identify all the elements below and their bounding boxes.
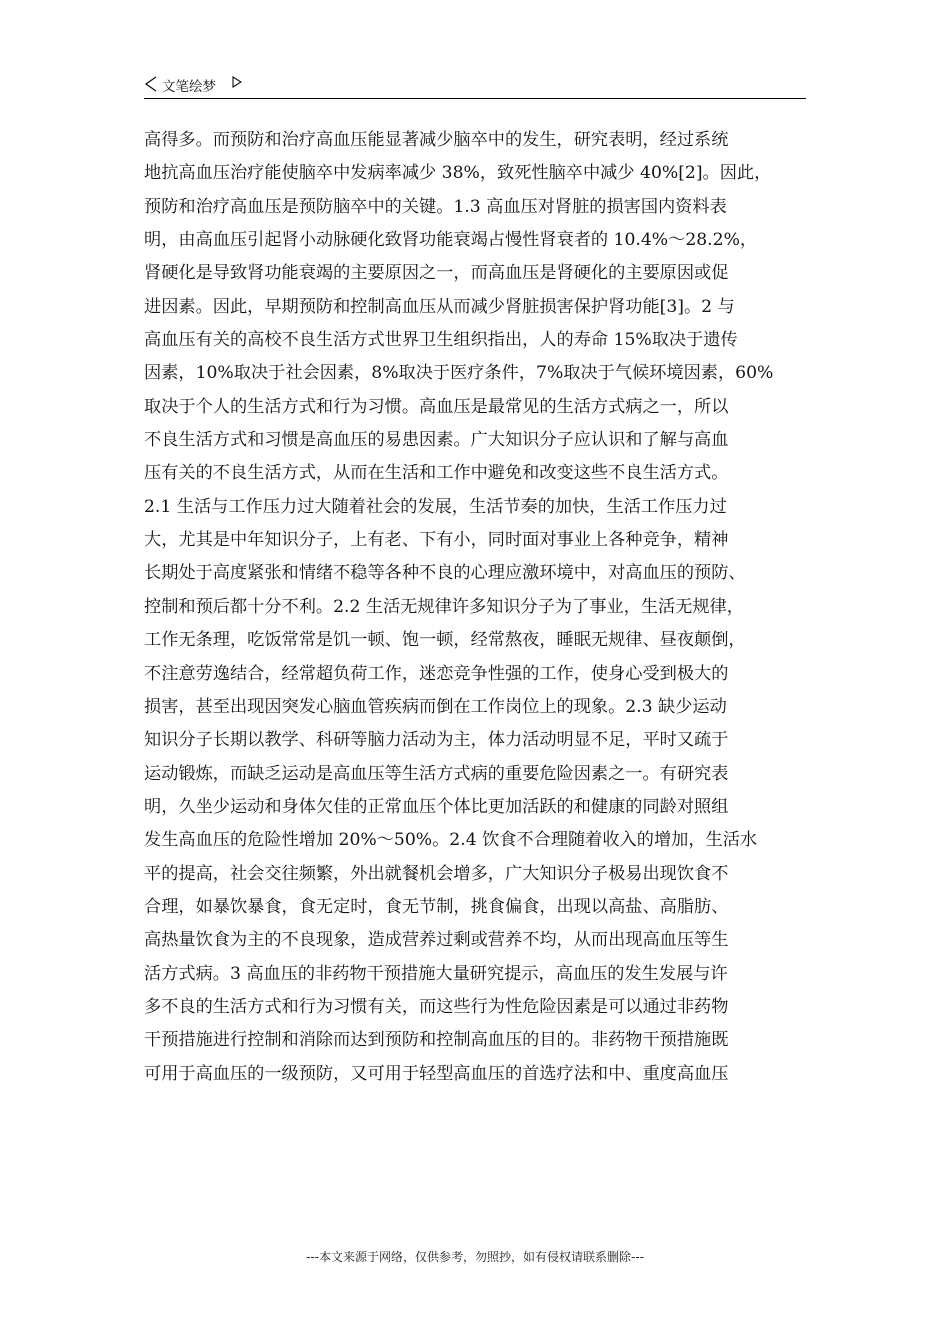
text-line: 预防和治疗高血压是预防脑卒中的关键。1.3 高血压对肾脏的损害国内资料表 (144, 196, 727, 217)
page-header (144, 74, 806, 99)
text-line: 发生高血压的危险性增加 20%～50%。2.4 饮食不合理随着收入的增加，生活水 (144, 830, 758, 851)
triangle-right-outline-icon (232, 76, 242, 88)
text-line: 肾硬化是导致肾功能衰竭的主要原因之一，而高血压是肾硬化的主要原因或促 (144, 263, 729, 284)
text-line: 可用于高血压的一级预防，又可用于轻型高血压的首选疗法和中、重度高血压 (144, 1063, 729, 1084)
triangle-left-outline-icon (144, 76, 158, 92)
text-line: 明，久坐少运动和身体欠佳的正常血压个体比更加活跃的和健康的同龄对照组 (144, 796, 729, 817)
body-text (144, 124, 824, 1091)
text-line: 因素，10%取决于社会因素，8%取决于医疗条件，7%取决于气候环境因素，60% (144, 363, 774, 384)
text-line: 明，由高血压引起肾小动脉硬化致肾功能衰竭占慢性肾衰者的 10.4%～28.2%， (144, 230, 758, 251)
text-line: 2.1 生活与工作压力过大随着社会的发展，生活节奏的加快，生活工作压力过 (144, 496, 727, 517)
text-line: 高血压有关的高校不良生活方式世界卫生组织指出，人的寿命 15%取决于遗传 (144, 330, 738, 351)
header-title: 文笔绘梦 (162, 79, 216, 95)
text-line: 工作无条理，吃饭常常是饥一顿、饱一顿，经常熬夜，睡眠无规律、昼夜颠倒， (144, 630, 746, 651)
text-line: 高热量饮食为主的不良现象，造成营养过剩或营养不均，从而出现高血压等生 (144, 930, 729, 951)
text-line: 合理，如暴饮暴食，食无定时，食无节制，挑食偏食，出现以高盐、高脂肪、 (144, 896, 729, 917)
text-line: 压有关的不良生活方式，从而在生活和工作中避免和改变这些不良生活方式。 (144, 463, 729, 484)
text-line: 损害，甚至出现因突发心脑血管疾病而倒在工作岗位上的现象。2.3 缺少运动 (144, 696, 727, 717)
text-line: 高得多。而预防和治疗高血压能显著减少脑卒中的发生，研究表明，经过系统 (144, 130, 729, 150)
text-line: 大，尤其是中年知识分子，上有老、下有小，同时面对事业上各种竞争，精神 (144, 530, 729, 551)
text-line: 运动锻炼，而缺乏运动是高血压等生活方式病的重要危险因素之一。有研究表 (144, 763, 729, 784)
text-line: 取决于个人的生活方式和行为习惯。高血压是最常见的生活方式病之一，所以 (144, 396, 729, 417)
text-line: 控制和预后都十分不利。2.2 生活无规律许多知识分子为了事业，生活无规律， (144, 596, 744, 617)
text-line: 多不良的生活方式和行为习惯有关，而这些行为性危险因素是可以通过非药物 (144, 996, 729, 1017)
text-line: 知识分子长期以教学、科研等脑力活动为主，体力活动明显不足，平时又疏于 (144, 730, 729, 751)
text-line: 不良生活方式和习惯是高血压的易患因素。广大知识分子应认识和了解与高血 (144, 430, 729, 451)
text-line: 平的提高，社会交往频繁，外出就餐机会增多，广大知识分子极易出现饮食不 (144, 863, 729, 884)
text-line: 长期处于高度紧张和情绪不稳等各种不良的心理应激环境中，对高血压的预防、 (144, 563, 746, 584)
disclaimer-footer: ---本文来源于网络，仅供参考，勿照抄，如有侵权请联系删除--- (306, 1250, 644, 1264)
text-line: 活方式病。3 高血压的非药物干预措施大量研究提示，高血压的发生发展与许 (144, 963, 728, 984)
text-line: 不注意劳逸结合，经常超负荷工作，迷恋竞争性强的工作，使身心受到极大的 (144, 663, 729, 684)
text-line: 进因素。因此，早期预防和控制高血压从而减少肾脏损害保护肾功能[3]。2 与 (144, 296, 735, 317)
text-line: 干预措施进行控制和消除而达到预防和控制高血压的目的。非药物干预措施既 (144, 1030, 729, 1051)
text-line: 地抗高血压治疗能使脑卒中发病率减少 38%，致死性脑卒中减少 40%[2]。因此， (144, 163, 772, 184)
